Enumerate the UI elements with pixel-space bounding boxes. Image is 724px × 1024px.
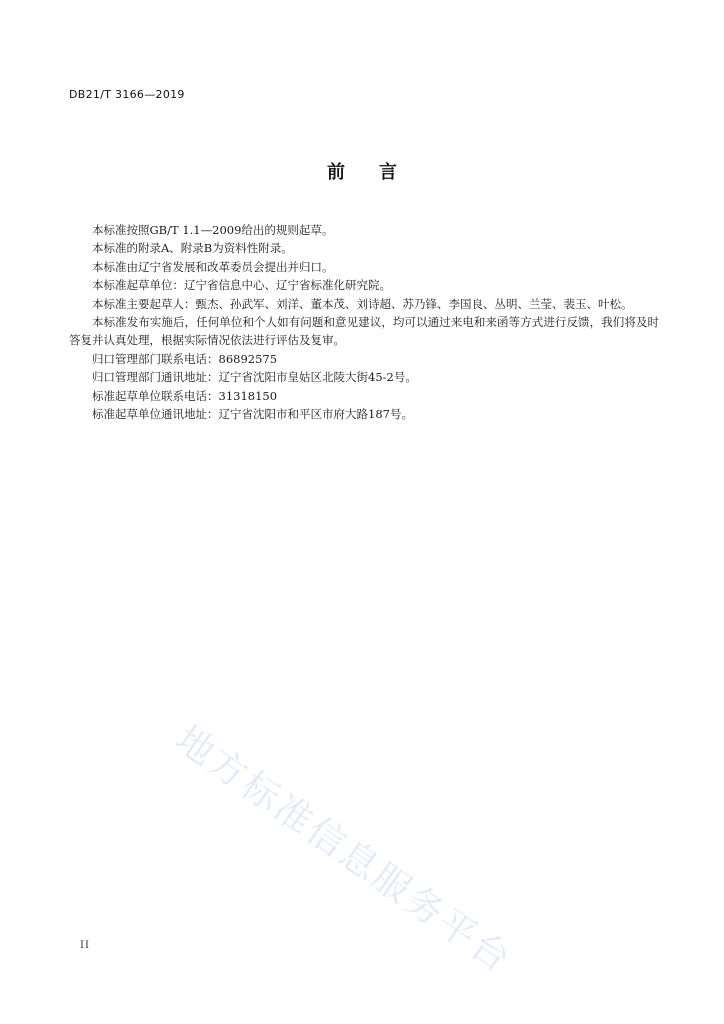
paragraph-drafting-units: 本标准起草单位：辽宁省信息中心、辽宁省标准化研究院。 bbox=[92, 278, 391, 293]
paragraph-feedback: 本标准发布实施后，任何单位和个人如有问题和意见建议，均可以通过来电和来函等方式进行反馈，我们将及时答复并认真处理，根据实际情况依法进行评估及复审。 bbox=[69, 315, 659, 348]
paragraph-drafting-rules: 本标准按照GB/T 1.1—2009给出的规则起草。 bbox=[92, 223, 334, 237]
paragraph-drafters: 本标准主要起草人：甄杰、孙武军、刘洋、董本茂、刘诗超、苏乃锋、李国良、丛明、兰莹、裴玉、叶松。 bbox=[92, 296, 633, 311]
paragraph-drafter-address: 标准起草单位通讯地址：辽宁省沈阳市和平区市府大路187号。 bbox=[92, 407, 413, 422]
foreword-body bbox=[69, 221, 659, 423]
paragraph-drafter-phone: 标准起草单位联系电话：31318150 bbox=[92, 388, 278, 403]
document-code: DB21/T 3166—2019 bbox=[69, 88, 185, 101]
page-number: II bbox=[80, 940, 90, 951]
paragraph-admin-phone: 归口管理部门联系电话：86892575 bbox=[92, 351, 278, 366]
page-title: 前言 bbox=[327, 162, 431, 183]
paragraph-admin-address: 归口管理部门通讯地址：辽宁省沈阳市皇姑区北陵大街45-2号。 bbox=[92, 370, 417, 385]
paragraph-proposer: 本标准由辽宁省发展和改革委员会提出并归口。 bbox=[92, 259, 334, 274]
paragraph-appendix: 本标准的附录A、附录B为资料性附录。 bbox=[92, 241, 293, 256]
watermark: 地方标准信息服务平台 bbox=[167, 717, 520, 982]
